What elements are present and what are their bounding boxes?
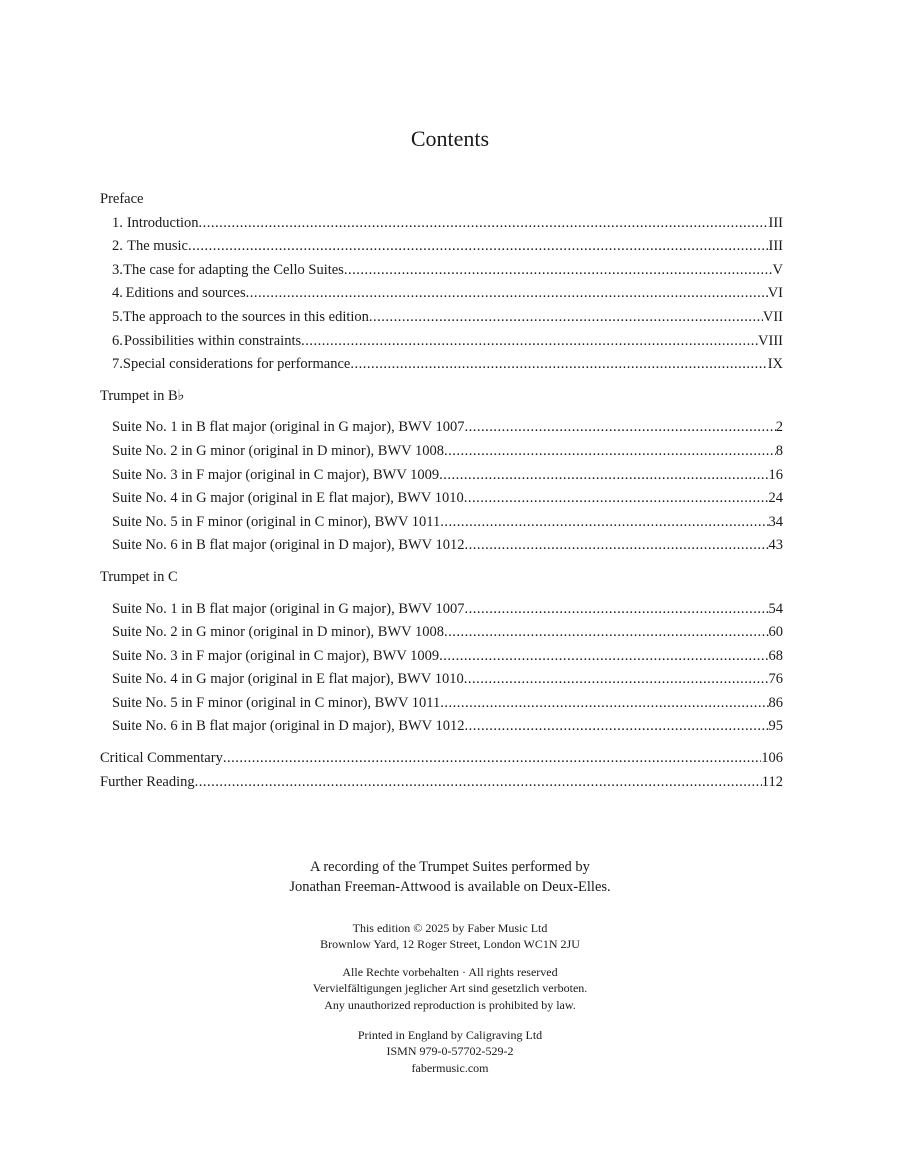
entry-label: Introduction [126, 214, 199, 231]
footer-line: Brownlow Yard, 12 Roger Street, London WC1N 2JU [320, 937, 580, 952]
entry-number: 4. [112, 285, 123, 302]
dot-leader [464, 669, 769, 693]
entry-number: 7. [112, 356, 123, 373]
toc-entry[interactable] [100, 599, 783, 623]
entry-page: 68 [768, 647, 783, 664]
entry-label: Suite No. 4 in G major (original in E flat major), BWV 1010 [112, 490, 464, 507]
section-heading-preface: Preface [100, 191, 144, 207]
dot-leader [444, 622, 769, 646]
entry-page: 34 [768, 513, 783, 530]
toc-entry[interactable] [100, 465, 783, 489]
toc-entry[interactable] [100, 354, 783, 378]
toc-entry[interactable] [100, 307, 783, 331]
entry-label: Critical Commentary [100, 750, 223, 767]
footer-line: fabermusic.com [411, 1060, 489, 1075]
entry-label: The approach to the sources in this edition [122, 308, 369, 325]
entry-number: 3. [112, 261, 123, 278]
toc-entry[interactable] [100, 441, 783, 465]
entry-page: 112 [761, 773, 783, 790]
footer-line: Printed in England by Caligraving Ltd [357, 1028, 543, 1042]
dot-leader [188, 236, 769, 260]
entry-page: 76 [768, 671, 783, 688]
footer-line: Any unauthorized reproduction is prohibited by law. [324, 997, 576, 1012]
dot-leader [439, 646, 768, 670]
entry-page: 95 [768, 718, 783, 735]
entry-label: Further Reading [100, 773, 195, 790]
dot-leader [369, 307, 763, 331]
entry-label: Possibilities within constraints [123, 332, 302, 349]
toc-entry[interactable] [100, 716, 783, 740]
entry-label: Suite No. 5 in F minor (original in C minor), BWV 1011 [112, 513, 441, 530]
dot-leader [440, 512, 768, 536]
entry-page: III [768, 214, 783, 231]
entry-label: Suite No. 2 in G minor (original in D minor), BWV 1008 [112, 442, 444, 459]
dot-leader [350, 354, 767, 378]
toc-entry[interactable] [100, 622, 783, 646]
toc-entry[interactable] [100, 646, 783, 670]
footer-line: ISMN 979-0-57702-529-2 [386, 1044, 514, 1059]
dot-leader [199, 213, 769, 237]
toc-entry[interactable] [100, 213, 783, 237]
entry-page: IX [767, 356, 783, 373]
table-of-contents [100, 189, 783, 795]
footer-line: Vervielfältigungen jeglicher Art sind gesetzlich verboten. [312, 981, 588, 996]
toc-entry[interactable] [100, 236, 783, 260]
dot-leader [223, 748, 761, 772]
entry-label: The music [127, 238, 188, 255]
entry-label: Suite No. 5 in F minor (original in C minor), BWV 1011 [112, 694, 441, 711]
section-heading-trumpet-bb: Trumpet in B♭ [100, 387, 185, 404]
entry-page: 60 [768, 624, 783, 641]
toc-entry[interactable] [100, 772, 783, 796]
entry-number: 5. [112, 308, 123, 325]
entry-page: 2 [775, 419, 783, 436]
toc-entry[interactable] [100, 535, 783, 559]
entry-label: The case for adapting the Cello Suites [123, 261, 344, 278]
entry-number: 2. [112, 238, 123, 255]
entry-page: 16 [768, 466, 783, 483]
entry-number: 6. [112, 332, 123, 349]
entry-page: III [768, 238, 783, 255]
entry-label: Editions and sources [125, 285, 246, 302]
dot-leader [246, 283, 768, 307]
entry-label: Suite No. 2 in G minor (original in D minor), BWV 1008 [112, 624, 444, 641]
entry-label: Special considerations for performance [122, 356, 351, 373]
section-heading-trumpet-c: Trumpet in C [100, 568, 178, 585]
dot-leader [444, 441, 776, 465]
rights-info [0, 964, 900, 1013]
footer-line: Jonathan Freeman-Attwood is available on Deux-Elles. [289, 879, 611, 895]
dot-leader [465, 599, 769, 623]
entry-label: Suite No. 1 in B flat major (original in G major), BWV 1007 [112, 419, 465, 436]
entry-page: 43 [768, 537, 783, 554]
footer-line: A recording of the Trumpet Suites performed by [310, 859, 590, 875]
entry-label: Suite No. 6 in B flat major (original in D major), BWV 1012 [112, 537, 465, 554]
dot-leader [195, 772, 762, 796]
entry-page: V [772, 261, 783, 278]
dot-leader [301, 331, 758, 355]
dot-leader [440, 693, 768, 717]
page-title: Contents [410, 126, 490, 151]
entry-label: Suite No. 6 in B flat major (original in D major), BWV 1012 [112, 718, 465, 735]
entry-page: 24 [768, 490, 783, 507]
toc-entry[interactable] [100, 260, 783, 284]
entry-page: 86 [768, 694, 783, 711]
dot-leader [344, 260, 773, 284]
entry-page: VI [767, 285, 783, 302]
printer-info [0, 1027, 900, 1076]
toc-entry[interactable] [100, 512, 783, 536]
entry-label: Suite No. 3 in F major (original in C major), BWV 1009 [112, 647, 440, 664]
entry-number: 1. [112, 214, 123, 231]
toc-entry[interactable] [100, 693, 783, 717]
entry-page: VII [762, 308, 783, 325]
dot-leader [465, 417, 776, 441]
toc-entry[interactable] [100, 488, 783, 512]
dot-leader [439, 465, 768, 489]
toc-entry[interactable] [100, 417, 783, 441]
dot-leader [465, 716, 769, 740]
entry-label: Suite No. 3 in F major (original in C major), BWV 1009 [112, 466, 440, 483]
entry-page: VIII [758, 332, 783, 349]
footer-line: This edition © 2025 by Faber Music Ltd [352, 921, 548, 935]
entry-page: 8 [775, 442, 783, 459]
entry-label: Suite No. 4 in G major (original in E flat major), BWV 1010 [112, 671, 464, 688]
footer-line: Alle Rechte vorbehalten · All rights reserved [342, 965, 558, 979]
toc-entry[interactable] [100, 669, 783, 693]
entry-label: Suite No. 1 in B flat major (original in G major), BWV 1007 [112, 600, 465, 617]
entry-page: 106 [761, 750, 783, 767]
toc-entry[interactable] [100, 748, 783, 772]
recording-note [0, 857, 900, 897]
toc-entry[interactable] [100, 283, 783, 307]
dot-leader [465, 535, 769, 559]
publisher-info [0, 920, 900, 953]
toc-entry[interactable] [100, 331, 783, 355]
entry-page: 54 [768, 600, 783, 617]
dot-leader [464, 488, 769, 512]
